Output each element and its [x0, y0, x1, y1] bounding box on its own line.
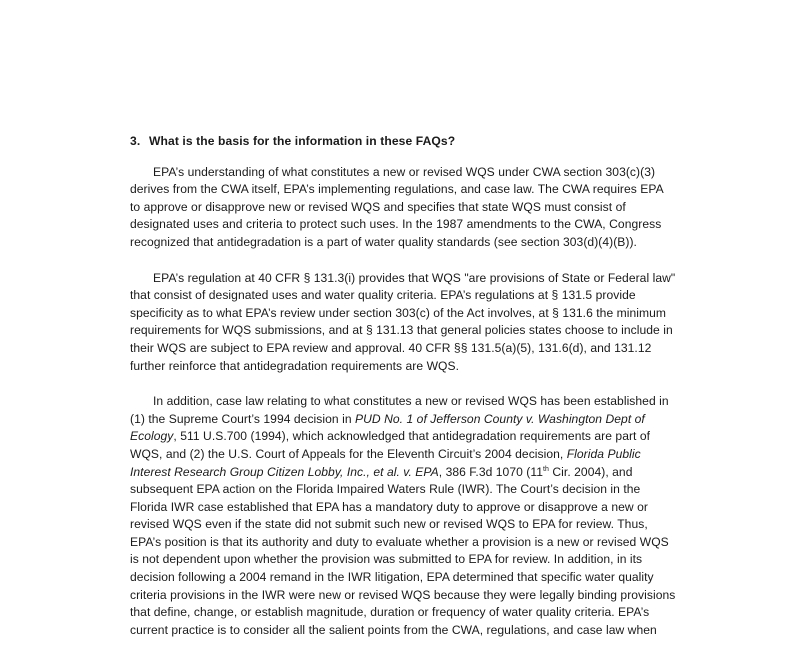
paragraph-line: subsequent EPA action on the Florida Impaired Waters Rule (IWR). The Court’s decision in the [130, 482, 641, 497]
case-citation: Ecology [130, 429, 174, 444]
paragraph-3 [130, 393, 696, 639]
text-run: , 386 F.3d 1070 (11 [438, 464, 544, 479]
paragraph-line: EPA’s regulation at 40 CFR § 131.3(i) provides that WQS "are provisions of State or Federal law" [153, 270, 676, 285]
paragraph-line: Florida IWR case established that EPA has a mandatory duty to approve or disapprove a new or [130, 499, 648, 514]
text-run: Cir. 2004), and [548, 464, 633, 479]
text-run: (1) the Supreme Court’s 1994 decision in [130, 411, 356, 426]
paragraph-line: current practice is to consider all the salient points from the CWA, regulations, and case law when [130, 622, 657, 637]
paragraph-line: requirements for WQS submissions, and at § 131.13 that general policies states choose to include in [130, 323, 673, 338]
paragraph-line: that define, change, or establish magnitude, duration or frequency of water quality criteria. EPA’s [130, 605, 650, 620]
paragraph-line: designated uses and criteria to protect such uses. In the 1987 amendments to the CWA, Congress [130, 217, 662, 232]
paragraph-2 [130, 270, 696, 376]
section-heading [130, 133, 696, 151]
case-citation: PUD No. 1 of Jefferson County v. Washington Dept of [355, 411, 645, 426]
superscript: th [543, 465, 549, 473]
paragraph-line: to approve or disapprove new or revised WQS and specifies that state WQS must consist of [130, 199, 626, 214]
paragraph-line: their WQS are subject to EPA review and approval. 40 CFR §§ 131.5(a)(5), 131.6(d), and 131.12 [130, 340, 652, 355]
paragraph-line: revised WQS even if the state did not submit such new or revised WQS to EPA for review. Thus, [130, 517, 648, 532]
paragraph-line: EPA’s position is that its authority and duty to evaluate whether a provision is a new or revised WQS [130, 534, 669, 549]
paragraph-line: In addition, case law relating to what constitutes a new or revised WQS has been established in [153, 394, 669, 409]
paragraph-line [130, 411, 696, 429]
paragraph-line: that consist of designated uses and water quality criteria. EPA’s regulations at § 131.5 provide [130, 288, 636, 303]
paragraph-line: specificity as to what EPA’s review under section 303(c) of the Act involves, at § 131.6 the minimum [130, 305, 667, 320]
paragraph-line: criteria provisions in the IWR were new or revised WQS because they were legally binding provisions [130, 587, 676, 602]
paragraph-line: further reinforce that antidegradation requirements are WQS. [130, 358, 460, 373]
section-number: 3. [130, 134, 141, 148]
case-citation: Florida Public [566, 446, 641, 461]
text-run: WQS, and (2) the U.S. Court of Appeals for the Eleventh Circuit’s 2004 decision, [130, 446, 567, 461]
paragraph-line: recognized that antidegradation is a part of water quality standards (see section 303(d)(4)(B)). [130, 234, 637, 249]
paragraph-1 [130, 164, 696, 252]
paragraph-line [130, 428, 696, 446]
document-body [130, 133, 696, 657]
paragraph-line: is not dependent upon whether the provision was submitted to EPA for review. In addition, in its [130, 552, 643, 567]
paragraph-line [130, 464, 696, 482]
case-citation: Interest Research Group Citizen Lobby, Inc., et al. v. EPA [130, 464, 439, 479]
paragraph-line: decision following a 2004 remand in the IWR litigation, EPA determined that specific water quality [130, 570, 654, 585]
paragraph-line [130, 446, 696, 464]
section-title: What is the basis for the information in these FAQs? [149, 134, 456, 148]
paragraph-line: derives from the CWA itself, EPA’s implementing regulations, and case law. The CWA requires EPA [130, 182, 664, 197]
paragraph-line: EPA’s understanding of what constitutes a new or revised WQS under CWA section 303(c)(3) [153, 164, 656, 179]
text-run: , 511 U.S.700 (1994), which acknowledged that antidegradation requirements are part of [173, 429, 651, 444]
